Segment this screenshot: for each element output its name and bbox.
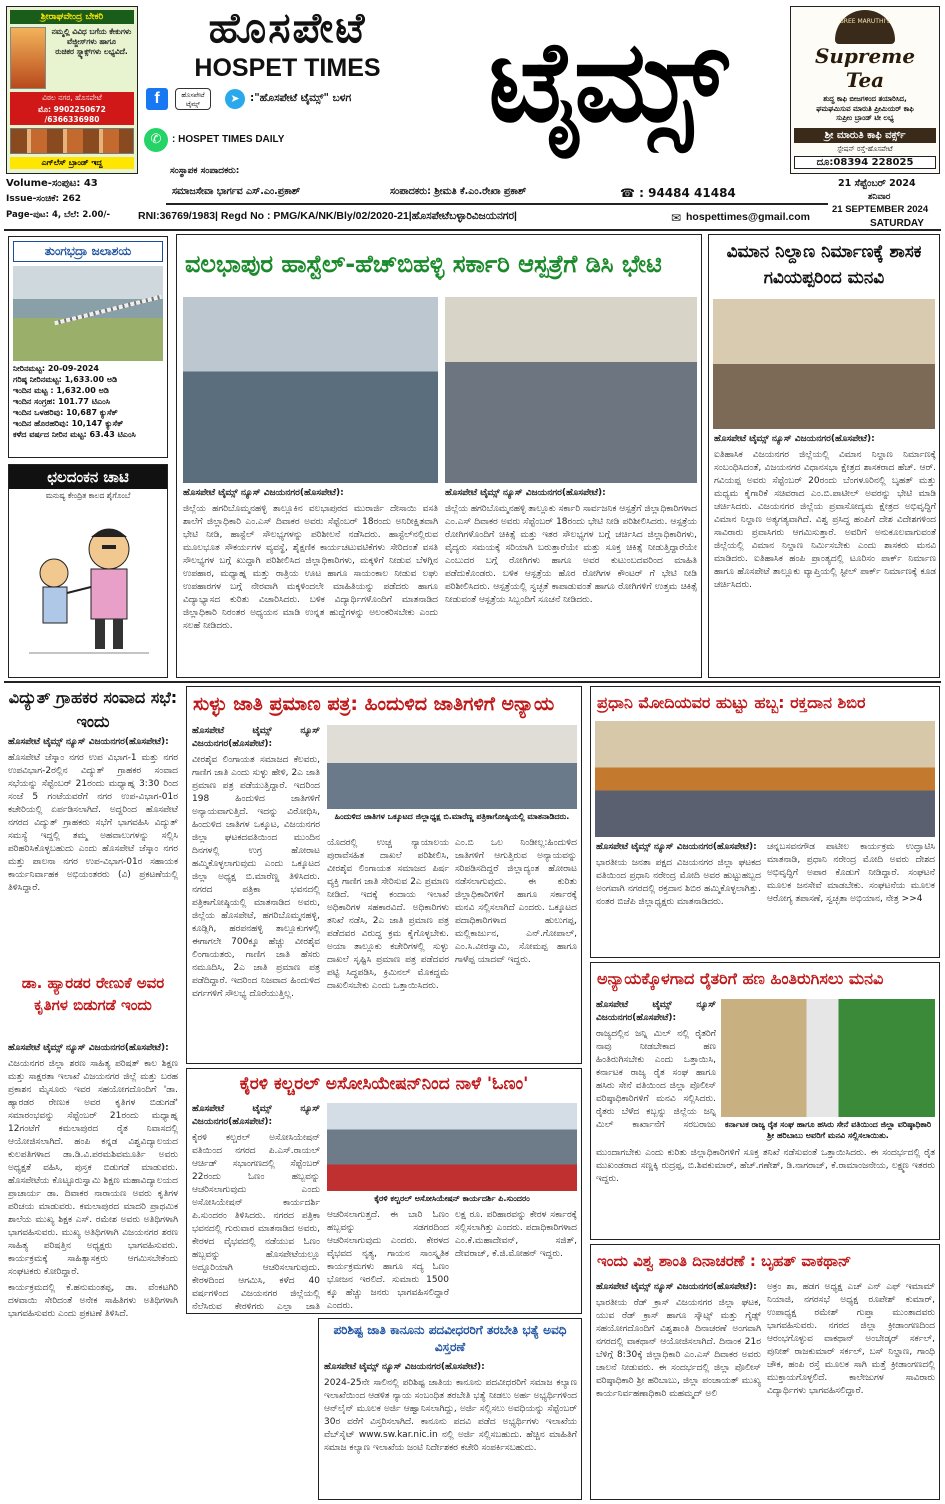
story-headline: ಅನ್ಯಾಯಕ್ಕೊಳಗಾದ ರೈತರಿಗೆ ಹಣ ಹಿಂತಿರುಗಿಸಲು ಮನವಿ [597, 969, 884, 988]
story-electricity [8, 686, 178, 966]
date-kannada: 21 ಸೆಪ್ಟೆಂಬರ್ 2024 [838, 178, 916, 189]
story-book-release [8, 972, 178, 1500]
email[interactable]: hospettimes@gmail.com [686, 211, 811, 223]
phone: ☎ : 94484 41484 [620, 186, 736, 200]
infobar-rule [166, 203, 828, 205]
dam-row: ಇಂದಿನ ಹೊರಹರಿವು: 10,147 ಕ್ಯುಸೆಕ್ [13, 419, 124, 428]
story-law-graduates [318, 1318, 582, 1500]
date-english: 21 SEPTEMBER 2024 [832, 204, 929, 215]
story-byline: ಹೊಸಪೇಟೆ ಟೈಮ್ಸ್ ನ್ಯೂಸ್ ವಿಜಯನಗರ(ಹೊಸಪೇಟೆ): [596, 842, 757, 852]
story-body: ರಾಜ್ಯದಲ್ಲಿನ ಜನ್ನಿ ಮಿಲ್ ನಲ್ಲಿ ರೈತರಿಗೆ ನಾವು ನೀಡಬೇಕಾದ ಹಣ ಹಿಂತಿರುಗಿಸಬೇಕು ಎಂದು ಒತ್ತಾಯಿಸಿ, ಕರ್ನಾಟಕ ರಾಜ್ಯ ರೈತ ಸಂಘ ಹಾಗೂ ಹಸಿರು ಸೇನೆ ವತಿಯಿಂದ ಜಿಲ್ಲಾ ಪೊಲೀಸ್ ವರಿಷ್ಠಾಧಿಕಾರಿಗಳಿಗೆ ಮನವಿ ಸಲ್ಲಿಸಿದರು. ರೈತರು ಬೆಳೆದ ಕಬ್ಬನ್ನು ಜಿಲ್ಲೆಯ ಜನ್ನಿ ಮಿಲ್ ಕಾರ್ಖಾನೆಗೆ ಸರಬರಾಜು [596, 1029, 716, 1130]
tea-logo-icon [835, 10, 895, 44]
title-small-kannada: ಹೊಸಪೇಟೆ [208, 3, 367, 52]
story-walkathon [590, 1244, 940, 1500]
story-headline: ಪ್ರಧಾನಿ ಮೋದಿಯವರ ಹುಟ್ಟು ಹಬ್ಬ: ರಕ್ತದಾನ ಶಿಬಿರ [597, 693, 866, 712]
left-ad-title: ಶ್ರೀರಾಘವೇಂದ್ರ ಬೇಕರಿ [10, 10, 134, 24]
story-photo-press [327, 725, 577, 809]
left-ad-footer: ಎಗ್‌ಲೆಸ್ ಬ್ರಾಂಡ್ ಇದ್ದ [10, 157, 134, 169]
story-headline: ವಿದ್ಯುತ್ ಗ್ರಾಹಕರ ಸಂವಾದ ಸಭೆ: ಇಂದು [8, 688, 178, 731]
cartoon-title: ಛಲದಂಕನ ಚಾಟಿ [9, 465, 167, 489]
story-headline: ವಿಮಾನ ನಿಲ್ದಾಣ ನಿರ್ಮಾಣಕ್ಕೆ ಶಾಸಕ ಗವಿಯಪ್ಪರಿಂದ ಮನವಿ [726, 242, 922, 288]
cartoon-caption: ಮನುಷ್ಯ ಕೇಂದ್ರಿತ ಕಾಲದ ಶೈಗೊಂಬೆ [45, 491, 131, 500]
story-byline: ಹೊಸಪೇಟೆ ಟೈಮ್ಸ್ ನ್ಯೂಸ್ ವಿಜಯನಗರ(ಹೊಸಪೇಟೆ): [183, 488, 344, 498]
story-photo-blood-camp [595, 721, 935, 837]
right-ad[interactable] [790, 6, 940, 174]
story-blood-donation [590, 686, 940, 958]
rni: RNI:36769/1983| Regd No : PMG/KA/NK/Bly/02/2020-21|ಹೊಸಪೇಟೆಬಳ್ಳಾರಿವಿಜಯನಗರ| [138, 210, 517, 222]
telegram-icon[interactable]: ➤ [225, 89, 245, 109]
deity-image [10, 27, 46, 89]
story-byline: ಹೊಸಪೇಟೆ ಟೈಮ್ಸ್ ನ್ಯೂಸ್ ವಿಜಯನಗರ(ಹೊಸಪೇಟೆ): [192, 1104, 320, 1127]
dam-row: ನೀರಿನಮಟ್ಟ: 20-09-2024 [13, 364, 99, 373]
left-ad-line3: ರುಚಿಕರ ಸ್ನ್ಯಾಕ್ಸ್‌ಗಳು ಲಭ್ಯವಿದೆ. [55, 47, 128, 56]
cakes-image [10, 128, 134, 154]
social-badge: ಹೊಸಪೇಟೆ ಟೈಮ್ಸ್ [175, 88, 211, 110]
story-byline: ಹೊಸಪೇಟೆ ಟೈಮ್ಸ್ ನ್ಯೂಸ್ ವಿಜಯನಗರ(ಹೊಸಪೇಟೆ): [192, 726, 320, 749]
story-photo-hostel [183, 297, 438, 483]
dam-row: ಕಳೆದ ವರ್ಷದ ನೀರಿನ ಮಟ್ಟ: 63.43 ಟಿಎಂಸಿ [13, 430, 136, 439]
editor-label: ಸಂಸ್ಥಾಪಕ ಸಂಪಾದಕರು: [170, 166, 240, 176]
story-body: ವಿಜಯನಗರ ಜಿಲ್ಲಾ ಶರಣ ಸಾಹಿತ್ಯ ಪರಿಷತ್ ಕಾಲ ಶಿಕ್ಷಣ ಮತ್ತು ಸಾಕ್ಷರತಾ ಇಲಾಖೆ ವಿಜಯನಗರ ಜಿಲ್ಲೆ ಮತ್ತು ಬರಹ ಪ್ರಕಾಶನ ಮೈಸೂರು ಇವರ ಸಹಯೋಗದೊಂದಿಗೆ 'ಡಾ. ಹ್ಯಾರಡರ ರೇಣುಕ ಅವರ ಕೃತಿಗಳ ಬಿಡುಗಡೆ' ಸಮಾರಂಭವನ್ನು ಸೆಪ್ಟೆಂಬರ್ 21ರಂದು ಮಧ್ಯಾಹ್ನ 12ಗಂಟೆಗೆ ಕಮಲಾಪುರದ ರೈತ ನಿವಾಸದಲ್ಲಿ ಆಯೋಜಿಸಲಾಗಿದೆ. ಹಂಪಿ ಕನ್ನಡ ವಿಶ್ವವಿದ್ಯಾಲಯದ ಕುಲಪತಿಗಳಾದ ಡಾ.ಡಿ.ವಿ.ಪರಮಶಿವಮೂರ್ತಿ ಅವರು ಅಧ್ಯಕ್ಷತೆ ವಹಿಸಿ, ಪುಸ್ತಕ ಬಿಡುಗಡೆ ಮಾಡುವರು. ಹೊಸಪೇಟೆಯ ಕೊಟ್ಟೂರುಸ್ವಾಮಿ ಶಿಕ್ಷಣ ಮಹಾವಿದ್ಯಾಲಯದ ಪ್ರಾಚಾರ್ಯ ಡಾ. ದಿವಾಕರ ನಾರಾಯಣ ಅವರು ಕೃತಿಗಳ ಪರಿಚಯ ಮಾಡುವರು. ಕಮಲಾಪುರದ ಮಾದರಿ ಪ್ರಾಥಮಿಕ ಶಾಲೆಯ ಮುಖ್ಯ ಶಿಕ್ಷಕ ಎಸ್. ರಮೇಶ ಅವರು ಅತಿಥಿಗಳಾಗಿ ಭಾಗವಹಿಸುವರು. ಮುಖ್ಯ ಅತಿಥಿಗಳಾಗಿ ವಿಜಯನಗರ ಶರಣ ಸಾಹಿತ್ಯ ಪರಿಷತ್ತಿನ ಅಧ್ಯಕ್ಷರು ಭಾಗವಹಿಸುವರು. ಕಾರ್ಯಕ್ರಮಕ್ಕೆ ಸಾಹಿತ್ಯಾಸಕ್ತರು ಆಗಮಿಸಬೇಕೆಂದು ಸಂಘಟಕರು ಕೋರಿದ್ದಾರೆ. [8, 1059, 178, 1277]
story-byline: ಹೊಸಪೇಟೆ ಟೈಮ್ಸ್ ನ್ಯೂಸ್ ವಿಜಯನಗರ(ಹೊಸಪೇಟೆ): [324, 1362, 485, 1372]
photo-caption: ಕೈರಳಿ ಕಲ್ಚರಲ್ ಅಸೋಸಿಯೇಷನ್ ಕಾರ್ಯದರ್ಶಿ ಪಿ.ಸುಂದರಂ [327, 1193, 577, 1207]
email-icon: ✉ [671, 211, 682, 225]
right-ad-brand-small: SREE MARUTHI's [839, 18, 891, 25]
story-body: ಭಾರತೀಯ ಜನತಾ ಪಕ್ಷದ ವಿಜಯನಗರ ಜಿಲ್ಲಾ ಘಟಕದ ವತಿಯಿಂದ ಪ್ರಧಾನಿ ನರೇಂದ್ರ ಮೋದಿ ಅವರ ಹುಟ್ಟುಹಬ್ಬದ ಅಂಗವಾಗಿ ನಗರದಲ್ಲಿ ರಕ್ತದಾನ ಶಿಬಿರ ಹಮ್ಮಿಕೊಳ್ಳಲಾಗಿತ್ತು. ನಂತರ ಬಿಜೆಪಿ ಜಿಲ್ಲಾಧ್ಯಕ್ಷರು ಮಾತನಾಡಿದರು. [596, 858, 761, 907]
story-byline: ಹೊಸಪೇಟೆ ಟೈಮ್ಸ್ ನ್ಯೂಸ್ ವಿಜಯನಗರ(ಹೊಸಪೇಟೆ): [8, 1043, 169, 1053]
story-body: ಜಿಲ್ಲೆಯ ಹಗರಿಬೊಮ್ಮನಹಳ್ಳಿ ತಾಲ್ಲೂಕಿನ ವಲಭಾಪುರದ ಮುರಾರ್ಜಿ ದೇಸಾಯಿ ವಸತಿ ಶಾಲೆಗೆ ಜಿಲ್ಲಾಧಿಕಾರಿ ಎಂ.ಎಸ್ ದಿವಾಕರ ಅವರು ಸೆಪ್ಟೆಂಬರ್ 18ರಂದು ಅನಿರೀಕ್ಷಿತವಾಗಿ ಭೇಟಿ ನೀಡಿ, ಹಾಸ್ಟೆಲ್ ಸೌಲಭ್ಯಗಳನ್ನು ಪರಿಶೀಲನೆ ನಡೆಸಿದರು. ಹಾಸ್ಟೆಲ್‌ನಲ್ಲಿರುವ ಮೂಲಭೂತ ಸೌಕರ್ಯಗಳ ವ್ಯವಸ್ಥೆ, ಶೈಕ್ಷಣಿಕ ಕಾರ್ಯಚಟುವಟಿಕೆಗಳು ಸೇರಿದಂತೆ ವಸತಿ ಸೌಲಭ್ಯಗಳ ಬಗ್ಗೆ ಖುದ್ದಾಗಿ ಪರಿಶೀಲಿಸಿದ ಜಿಲ್ಲಾಧಿಕಾರಿಗಳು, ಮಕ್ಕಳಿಗೆ ನೀಡುವ ಬೆಳಗ್ಗಿನ ಉಪಹಾರ, ಮಧ್ಯಾಹ್ನ ಮತ್ತು ರಾತ್ರಿಯ ಊಟ ಹಾಗೂ ಸಾಯಂಕಾಲ ನೀಡುವ ಲಘು ಉಪಹಾರಗಳ ಬಗ್ಗೆ ನೇರವಾಗಿ ಮಕ್ಕಳಿಂದಲೇ ಮಾಹಿತಿಯನ್ನು ಪಡೆದರು ಹಾಗೂ ವಿದ್ಯಾಭ್ಯಾಸದ ಕುರಿತು ವಿಚಾರಿಸಿದರು. ಬಳಿಕ ವಿದ್ಯಾರ್ಥಿಗಳೊಂದಿಗೆ ಮಾತನಾಡಿದ ಜಿಲ್ಲಾಧಿಕಾರಿ ನಿರಂತರ ಅಧ್ಯಯನ ಮಾಡಿ ಉನ್ನತ ಹುದ್ದೆಗಳನ್ನು ಅಲಂಕರಿಸಬೇಕು ಎಂದು ಸಲಹೆ ನೀಡಿದರು. [183, 504, 438, 631]
right-ad-line2: ಘಮಘಮಿಸುವ ಮಾರುತಿ ಪ್ರೀಮಿಯರ್ ಕಾಫಿ [816, 104, 914, 113]
story-photo-farmers [721, 999, 935, 1117]
story-byline: ಹೊಸಪೇಟೆ ಟೈಮ್ಸ್ ನ್ಯೂಸ್ ವಿಜಯನಗರ(ಹೊಸಪೇಟೆ): [596, 1000, 716, 1023]
dam-title: ತುಂಗಭದ್ರಾ ಜಲಾಶಯ [13, 241, 163, 262]
left-ad-addr: ವಿಠಲ ನಗರ, ಹೊಸಪೇಟೆ [10, 92, 134, 104]
whatsapp-text: : HOSPET TIMES DAILY [172, 134, 285, 145]
pages: Page-ಪುಟ: 4, ಬೆಲೆ: 2.00/- [6, 210, 111, 220]
social-text: :"ಹೊಸಪೇಟೆ ಟೈಮ್ಸ್" ಬಳಗ [250, 92, 352, 104]
dam-row: ಇಂದಿನ ಒಳಹರಿವು: 10,687 ಕ್ಯುಸೆಕ್ [13, 408, 118, 417]
dam-row: ಗರಿಷ್ಠ ನೀರಿನಮಟ್ಟ: 1,633.00 ಅಡಿ [13, 375, 118, 384]
cartoon-box [8, 464, 168, 678]
volume: Volume-ಸಂಪುಟ: 43 [6, 178, 98, 189]
story-body: ಯೊದರಲ್ಲಿ ಉಚ್ಚ ನ್ಯಾಯಾಲಯ ಪುರಾವೆಸಹಿತ ದಾಖಲೆ ಪರಿಶೀಲಿಸಿ, ವೀರಶೈವ ಲಿಂಗಾಯತ ಸಮಾಜದ ಪಿರ್ಷ ವ್ಯಕ್ತಿ ಗಾಣಿಗ ಜಾತಿ ಸೇರಿಸುವ 2ಎ ಪ್ರಮಾಣ ನೀಡಿದೆ. ಇದಕ್ಕೆ ಕಂದಾಯ ಇಲಾಖೆ ಅಧಿಕಾರಿಗಳ ಸಹಕಾರವಿದೆ. ಅಧಿಕಾರಿಗಳು ತನಿಖೆ ನಡೆಸಿ, 2ಎ ಜಾತಿ ಪ್ರಮಾಣ ಪತ್ರ ಪಡೆದವರ ವಿರುದ್ಧ ಕ್ರಮ ಕೈಗೊಳ್ಳಬೇಕು. ಅಯಾ ತಾಲ್ಲೂಕು ಕಚೇರಿಗಳಲ್ಲಿ ಸುಳ್ಳು ದಾಖಲೆ ಸೃಷ್ಟಿಸಿ ಪ್ರಮಾಣ ಪತ್ರ ಪಡೆದವರ ಪಟ್ಟಿ ಸಿದ್ಧಪಡಿಸಿ, ಕ್ರಿಮಿನಲ್ ಮೊಕದ್ದಮೆ ದಾಖಲಿಸಬೇಕು ಎಂದು ಒತ್ತಾಯಿಸಿದರು. [327, 838, 449, 991]
story-body: ಆಚರಿಸಲಾಗುತ್ತದೆ. ಈ ಬಾರಿ ಓಣಂ ಹಬ್ಬವನ್ನು ಸಡಗರದಿಂದ ಆಚರಿಸಲಾಗುವುದು ಎಂದರು. ಕೇರಳದ ವೈಭವದ ನೃತ್ಯ, ಗಾಯನ ಸಾಂಸ್ಕೃತಿಕ ಕಾರ್ಯಕ್ರಮಗಳು ಹಾಗೂ ಸದ್ಯ ಓಣಂ ಭೋಜನ ಇರಲಿದೆ. ಸುಮಾರು 1500 ಕ್ಕೂ ಹೆಚ್ಚು ಜನರು ಭಾಗವಹಿಸಲಿದ್ದಾರೆ ಎಂದರು. [327, 1210, 449, 1311]
story-headline: ವಲಭಾಪುರ ಹಾಸ್ಟೆಲ್-ಹೆಚ್‌ಬಿಹಳ್ಳಿ ಸರ್ಕಾರಿ ಆಸ್ಪತ್ರೆಗೆ ಡಿಸಿ ಭೇಟಿ [185, 250, 662, 278]
story-dc-visit [176, 234, 702, 678]
story-photo-hospital [445, 297, 697, 483]
day-english: SATURDAY [870, 218, 924, 229]
story-onam [186, 1068, 582, 1314]
story-headline: ಕೈರಳಿ ಕಲ್ಚರಲ್ ಅಸೋಸಿಯೇಷನ್‌ನಿಂದ ನಾಳೆ 'ಓಣಂ' [239, 1074, 529, 1094]
story-body: ಅಕ್ರಂ ಶಾ, ಹಡಗ ಅಧ್ಯಕ್ಷ ಎಚ್ ಎನ್ ಎಫ್ ಇಮಾಮ್ ನಿಯಾಜಿ, ನಗರಸಭೆ ಅಧ್ಯಕ್ಷ ರೂಪೇಶ್ ಕುಮಾರ್, ಉಪಾಧ್ಯಕ್ಷ ರಮೇಶ್ ಗುಪ್ತಾ ಮುಂತಾದವರು ಭಾಗವಹಿಸುವರು. ನಗರದ ಜಿಲ್ಲಾ ಕ್ರೀಡಾಂಗಣದಿಂದ ಆರಂಭಗೊಳ್ಳುವ ವಾಕಥಾನ್ ಅಂಬೇಡ್ಕರ್ ಸರ್ಕಲ್, ಪುನೀತ್ ರಾಜಕುಮಾರ್ ಸರ್ಕಲ್, ಬಸ್ ನಿಲ್ದಾಣ, ಗಾಂಧಿ ಚೌಕ, ಹಂಪಿ ರಸ್ತೆ ಮೂಲಕ ಸಾಗಿ ಮತ್ತೆ ಕ್ರೀಡಾಂಗಣದಲ್ಲಿ ಮುಕ್ತಾಯಗೊಳ್ಳಲಿದೆ. ಕಾಲೇಜುಗಳ ಸಾವಿರಾರು ವಿದ್ಯಾರ್ಥಿಗಳು ಭಾಗವಹಿಸಲಿದ್ದಾರೆ. [767, 1282, 935, 1396]
story-photo-onam [327, 1103, 577, 1191]
founder: ಸಮಾಜಸೇವಾ ಭಾರ್ಗವ ಎಸ್.ಎಂ.ಪ್ರಕಾಶ್ [172, 186, 301, 197]
right-ad-line1: ಶುದ್ಧ ಕಾಫಿ ಬೀಜಗಳಿಂದ ತಯಾರಿಸಿದ, [823, 95, 907, 103]
story-body: ಜಿಲ್ಲೆಯ ಹಗರಿಬೊಮ್ಮನಹಳ್ಳಿ ತಾಲ್ಲೂಕು ಸರ್ಕಾರಿ ಸಾರ್ವಜನಿಕ ಆಸ್ಪತ್ರೆಗೆ ಜಿಲ್ಲಾಧಿಕಾರಿಗಳಾದ ಎಂ.ಎಸ್ ದಿವಾಕರ ಅವರು ಸೆಪ್ಟೆಂಬರ್ 18ರಂದು ಭೇಟಿ ನೀಡಿ ಪರಿಶೀಲಿಸಿದರು. ಆಸ್ಪತ್ರೆಯ ರೋಗಿಗಳೊಂದಿಗೆ ಚಿಕಿತ್ಸೆ ಮತ್ತು ಇತರ ಸೌಲಭ್ಯಗಳ ಬಗ್ಗೆ ಚರ್ಚಿಸಿದ ಜಿಲ್ಲಾಧಿಕಾರಿಗಳು, ವೈದ್ಯರು ಸಮಯಕ್ಕೆ ಸರಿಯಾಗಿ ಬರುತ್ತಾರೆಯೇ ಮತ್ತು ಸೂಕ್ತ ಚಿಕಿತ್ಸೆ ನೀಡುತ್ತಿದ್ದಾರೆಯೇ ಎಂಬುದರ ಬಗ್ಗೆ ರೋಗಿಗಳು ಹಾಗೂ ಅವರ ಕುಟುಂಬದವರಿಂದ ಮಾಹಿತಿ ಪಡೆದುಕೊಂಡರು. ಬಳಿಕ ಆಸ್ಪತ್ರೆಯ ಹೊರ ರೋಗಿಗಳ ಕೌಂಟರ್ ಗೆ ಭೇಟಿ ನೀಡಿ ಪರಿಶೀಲಿಸಿದರು. ಆಸ್ಪತ್ರೆಯಲ್ಲಿ ಸ್ವಚ್ಛತೆ ಕಾಪಾಡುವಂತೆ ಹಾಗೂ ರೋಗಿಗಳಿಗೆ ಉತ್ತಮ ಚಿಕಿತ್ಸೆ ನೀಡುವಂತೆ ಆಸ್ಪತ್ರೆಯ ಸಿಬ್ಬಂದಿಗೆ ಸೂಚನೆ ನೀಡಿದರು. [445, 504, 697, 605]
facebook-icon[interactable]: f [146, 88, 168, 110]
whatsapp-icon[interactable]: ✆ [144, 128, 168, 152]
story-body: 2024-25ನೇ ಸಾಲಿನಲ್ಲಿ ಪರಿಶಿಷ್ಟ ಜಾತಿಯ ಕಾನೂನು ಪದವೀಧರರಿಗೆ ಸಮಾಜ ಕಲ್ಯಾಣ ಇಲಾಖೆಯಿಂದ ಆಡಳಿತ ನ್ಯಾಯ ಸಂಬಂಧಿತ ತರಬೇತಿ ಭತ್ಯೆ ನೀಡಲು ಅರ್ಹ ಅಭ್ಯರ್ಥಿಗಳಿಂದ ಆನ್‌ಲೈನ್ ಮೂಲಕ ಅರ್ಜಿ ಆಹ್ವಾನಿಸಲಾಗಿದ್ದು, ಅರ್ಜಿ ಸಲ್ಲಿಸಲು ಅವಧಿಯನ್ನು ಸೆಪ್ಟೆಂಬರ್ 30ರ ವರೆಗೆ ವಿಸ್ತರಿಸಲಾಗಿದೆ. ಕಾನೂನು ಪದವಿ ಪಡೆದ ಅಭ್ಯರ್ಥಿಗಳು ಇಲಾಖೆಯ ವೆಬ್‌ಸೈಟ್ www.sw.kar.nic.in ನಲ್ಲಿ ಅರ್ಜಿ ಸಲ್ಲಿಸಬಹುದು. ಹೆಚ್ಚಿನ ಮಾಹಿತಿಗೆ ಸಮಾಜ ಕಲ್ಯಾಣ ಇಲಾಖೆಯ ಜಂಟಿ ನಿರ್ದೇಶಕರ ಕಚೇರಿ ಸಂಪರ್ಕಿಸಬಹುದು. [324, 1378, 577, 1453]
story-body: ಚನ್ನಬಸವನಗೌಡ ಪಾಟೀಲ ಕಾರ್ಯಕ್ರಮ ಉದ್ಘಾಟಿಸಿ ಮಾತನಾಡಿ, ಪ್ರಧಾನಿ ನರೇಂದ್ರ ಮೋದಿ ಅವರು ದೇಶದ ಅಭಿವೃದ್ಧಿಗೆ ಅಪಾರ ಕೊಡುಗೆ ನೀಡಿದ್ದಾರೆ. ಸಂಘಟನೆ ಮೂಲಕ ಜನಸೇವೆ ಮಾಡಬೇಕು. ಸಂಘಟನೆಯ ಮೂಲಕ ಆರೋಗ್ಯ ತಪಾಸಣೆ, ಸ್ವಚ್ಛತಾ ಅಭಿಯಾನ, ನೇತ್ರ >>4 [767, 842, 935, 904]
story-byline: ಹೊಸಪೇಟೆ ಟೈಮ್ಸ್ ನ್ಯೂಸ್ ವಿಜಯನಗರ(ಹೊಸಪೇಟೆ): [714, 434, 875, 444]
title-english: HOSPET TIMES [194, 54, 381, 82]
left-ad-line1: ನಮ್ಮಲ್ಲಿ ವಿವಿಧ ಬಗೆಯ ಕೇಕುಗಳು [51, 27, 132, 36]
story-headline: ಸುಳ್ಳು ಜಾತಿ ಪ್ರಮಾಣ ಪತ್ರ: ಹಿಂದುಳಿದ ಜಾತಿಗಳಿಗೆ ಅನ್ಯಾಯ [193, 693, 555, 715]
cartoon-drawing [9, 503, 165, 663]
story-body: ಕಾರ್ಯಕ್ರಮದಲ್ಲಿ ಕೆ.ಹನುಮಂತಪ್ಪ, ಡಾ. ವೆಂಕಟಗಿರಿ ದಳವಾಯಿ ಸೇರಿದಂತೆ ಅನೇಕ ಸಾಹಿತಿಗಳು ಅತಿಥಿಗಳಾಗಿ ಭಾಗವಹಿಸುವರು ಎಂದು ಪ್ರಕಟಣೆ ತಿಳಿಸಿದೆ. [8, 1283, 178, 1319]
story-body: ಎಂ.ಬಿ ಒಲ ನಿಂಡೀಲ್ಲ:ಹಿಂದುಳಿದ ಜಾತಿಗಳಿಗೆ ಆಗುತ್ತಿರುವ ಅನ್ಯಾಯವನ್ನು ಸರಿಪಡಿಸದಿದ್ದರೆ ಜಿಲ್ಲಾದ್ಯಂತ ಹೋರಾಟ ನಡೆಸಲಾಗುವುದು. ಈ ಕುರಿತು ಜಿಲ್ಲಾಧಿಕಾರಿಗಳಿಗೆ ಹಾಗೂ ಸರ್ಕಾರಕ್ಕೆ ಮನವಿ ಸಲ್ಲಿಸಲಾಗಿದೆ ಎಂದರು. ಒಕ್ಕೂಟದ ಪದಾಧಿಕಾರಿಗಳಾದ ಹುಲುಗಪ್ಪ, ಮಲ್ಲಿಕಾರ್ಜುನ, ಎನ್.ಗೋಪಾಲ್, ಎಂ.ಸಿ.ವೀರಸ್ವಾಮಿ, ಸೋಮಪ್ಪ ಹಾಗೂ ಗಾಳೆಪ್ಪ ಯಾದವ್ ಇದ್ದರು. [455, 838, 577, 965]
story-farmers [590, 962, 940, 1240]
editor: ಸಂಪಾದಕರು: ಶ್ರೀಮತಿ ಕೆ.ಎಂ.ರೇಖಾ ಪ್ರಕಾಶ್ [390, 186, 527, 197]
title-big-kannada: ಟೈಮ್ಸ್ [488, 17, 724, 147]
masthead-rule [4, 229, 941, 231]
left-ad-phone: ಮೊ: 9902250672 /6366336980 [10, 104, 134, 125]
story-body: ಐತಿಹಾಸಿಕ ವಿಜಯನಗರ ಜಿಲ್ಲೆಯಲ್ಲಿ ವಿಮಾನ ನಿಲ್ದಾಣ ನಿರ್ಮಾಣಕ್ಕೆ ಸಂಬಂಧಿಸಿದಂತೆ, ವಿಜಯನಗರ ವಿಧಾನಸಭಾ ಕ್ಷೇತ್ರದ ಶಾಸಕರಾದ ಹೆಚ್. ಆರ್. ಗವಿಯಪ್ಪ ಅವರು ಸೆಪ್ಟೆಂಬರ್ 20ರಂದು ಬೆಂಗಳೂರಿನಲ್ಲಿ ಬೃಹತ್ ಮತ್ತು ಮಧ್ಯಮ ಕೈಗಾರಿಕೆ ಸಚಿವರಾದ ಎಂ.ಬಿ.ಪಾಟೀಲ್ ಅವರನ್ನು ಭೇಟಿ ಮಾಡಿ ಚರ್ಚಿಸಿದರು. ವಿಜಯನಗರ ಜಿಲ್ಲೆಯ ಪ್ರವಾಸೋದ್ಯಮ ಕ್ಷೇತ್ರದ ಅಭಿವೃದ್ಧಿಗೆ ವಿಮಾನ ನಿಲ್ದಾಣ ಅತ್ಯಗತ್ಯವಾಗಿದೆ. ವಿಶ್ವ ಪ್ರಸಿದ್ಧ ಹಂಪಿಗೆ ದೇಶ ವಿದೇಶಗಳಿಂದ ಸಾವಿರಾರು ಪ್ರವಾಸಿಗರು ಆಗಮಿಸುತ್ತಾರೆ. ಅವರಿಗೆ ಅನುಕೂಲವಾಗುವಂತೆ ಜಿಲ್ಲೆಯಲ್ಲಿ ವಿಮಾನ ನಿಲ್ದಾಣ ನಿರ್ಮಿಸಬೇಕು ಎಂದು ಶಾಸಕರು ಮನವಿ ಮಾಡಿದರು. ಐತಿಹಾಸಿಕ ಹಂಪಿ ಪ್ರಾಂತ್ಯದಲ್ಲಿ ಟೂರಿಸಂ ಪಾರ್ಕ್ ನಿರ್ಮಾಣ ಹಾಗೂ ಹೊಸಪೇಟೆ ತಾಲ್ಲೂಕು ವ್ಯಾಪ್ತಿಯಲ್ಲಿ ಸ್ಟೀಲ್ ಪಾರ್ಕ್ ನಿರ್ಮಾಣಕ್ಕೆ ಕೂಡ ಚರ್ಚಿಸಿದರು. [714, 450, 936, 590]
day-kannada: ಶನಿವಾರ [868, 192, 891, 202]
right-ad-phone: ದೂ:08394 228025 [794, 156, 936, 169]
story-byline: ಹೊಸಪೇಟೆ ಟೈಮ್ಸ್ ನ್ಯೂಸ್ ವಿಜಯನಗರ(ಹೊಸಪೇಟೆ): [596, 1282, 757, 1292]
section-rule [4, 681, 941, 683]
issue: Issue-ಸಂಚಿಕೆ: 262 [6, 194, 82, 204]
story-body: ಲಕ್ಷ ರೂ. ಪರಿಹಾರವನ್ನು ಕೇರಳ ಸರ್ಕಾರಕ್ಕೆ ಸಲ್ಲಿಸಲಾಗಿತ್ತು ಎಂದರು. ಪದಾಧಿಕಾರಿಗಳಾದ ಎಂ.ಕೆ.ಮಹಾದೇವನ್, ಸಜಿತ್, ದೇವರಾಜ್, ಕೆ.ಜಿ.ಮೋಹನ್ ಇದ್ದರು. [455, 1210, 577, 1259]
left-ad[interactable] [6, 6, 138, 174]
story-body: ವೀರಶೈವ ಲಿಂಗಾಯತ ಸಮಾಜದ ಕೆಲವರು, ಗಾಣಿಗ ಜಾತಿ ಎಂದು ಸುಳ್ಳು ಹೇಳಿ, 2ಎ ಜಾತಿ ಪ್ರಮಾಣ ಪತ್ರ ಪಡೆಯುತ್ತಿದ್ದಾರೆ. ಇದರಿಂದ 198 ಹಿಂದುಳಿದ ಜಾತಿಗಳಿಗೆ ಅನ್ಯಾಯವಾಗುತ್ತಿದೆ. ಇದನ್ನು ವಿರೋಧಿಸಿ, ಹಿಂದುಳಿದ ಜಾತಿಗಳ ಒಕ್ಕೂಟ, ವಿಜಯನಗರ ಜಿಲ್ಲಾ ಘಟಕದವತಿಯಿಂದ ಮುಂದಿನ ದಿನಗಳಲ್ಲಿ ಉಗ್ರ ಹೋರಾಟ ಹಮ್ಮಿಕೊಳ್ಳಲಾಗುವುದು ಎಂದು ಒಕ್ಕೂಟದ ಜಿಲ್ಲಾ ಅಧ್ಯಕ್ಷ ಬಿ.ಮಾರೆಣ್ಣ ತಿಳಿಸಿದರು. ನಗರದ ಪತ್ರಿಕಾ ಭವನದಲ್ಲಿ ಪತ್ರಿಕಾಗೋಷ್ಠಿಯಲ್ಲಿ ಮಾತನಾಡಿದ ಅವರು, ಜಿಲ್ಲೆಯ ಹೊಸಪೇಟೆ, ಹಗರಿಬೊಮ್ಮನಹಳ್ಳಿ, ಕೂಡ್ಲಿಗಿ, ಹರಪನಹಳ್ಳಿ ತಾಲ್ಲೂಕುಗಳಲ್ಲಿ ಈಗಾಗಲೇ 700ಕ್ಕೂ ಹೆಚ್ಚು ವೀರಶೈವ ಲಿಂಗಾಯತರು, ಗಾಣಿಗ ಜಾತಿ ಹೆಸರು ನಮೂದಿಸಿ, 2ಎ ಜಾತಿ ಪ್ರಮಾಣ ಪತ್ರ ಪಡೆದಿದ್ದಾರೆ. ಇದರಿಂದ ನಿಜವಾದ ಹಿಂದುಳಿದ ವರ್ಗಗಳಿಗೆ ಸೌಲಭ್ಯ ದೊರೆಯುತ್ತಿಲ್ಲ. [192, 755, 320, 999]
story-byline: ಹೊಸಪೇಟೆ ಟೈಮ್ಸ್ ನ್ಯೂಸ್ ವಿಜಯನಗರ(ಹೊಸಪೇಟೆ): [445, 488, 606, 498]
right-ad-brand: Supreme Tea [814, 44, 916, 92]
story-byline: ಹೊಸಪೇಟೆ ಟೈಮ್ಸ್ ನ್ಯೂಸ್ ವಿಜಯನಗರ(ಹೊಸಪೇಟೆ): [8, 737, 169, 747]
dam-photo [13, 266, 163, 361]
story-photo-meeting [713, 299, 935, 429]
dam-row: ಇಂದಿನ ಸಂಗ್ರಹ: 101.77 ಟಿಎಂಸಿ [13, 397, 110, 406]
right-ad-line3: ಸುಪ್ರೀಂ ಬ್ರಾಂಡ್ ಟೀ ಲಭ್ಯ [836, 114, 894, 122]
dam-box [8, 236, 168, 458]
story-body: ಮುಂದಾಗಬೇಕು ಎಂದು ಕುರಿತು ಜಿಲ್ಲಾಧಿಕಾರಿಗಳಿಗೆ ಸೂಕ್ತ ತನಿಖೆ ನಡೆಸುವಂತೆ ಒತ್ತಾಯಿಸಿದರು. ಈ ಸಂದರ್ಭದಲ್ಲಿ ರೈತ ಮುಖಂಡರಾದ ಸಣ್ಣಕ್ಕಿ ರುದ್ರಪ್ಪ, ಬಿ.ಶಿವಕುಮಾರ್, ಹೆಚ್.ಗಣೇಶ್, ಡಿ.ನಾಗರಾಜ್, ಕೆ.ರಾಮಾಂಜನೇಯ, ಲಕ್ಷ್ಮಣ ಇತರರು ಇದ್ದರು. [596, 1148, 935, 1184]
story-body: ಭಾರತೀಯ ರೆಡ್ ಕ್ರಾಸ್ ವಿಜಯನಗರ ಜಿಲ್ಲಾ ಘಟಕ, ಯುವ ರೆಡ್ ಕ್ರಾಸ್ ಹಾಗೂ ಸ್ಕೌಟ್ಸ್ ಮತ್ತು ಗೈಡ್ಸ್ ಸಹಯೋಗದೊಂದಿಗೆ ವಿಶ್ವಶಾಂತಿ ದಿನಾಚರಣೆ ಅಂಗವಾಗಿ ನಗರದಲ್ಲಿ ವಾಕಥಾನ್ ಆಯೋಜಿಸಲಾಗಿದೆ. ದಿನಾಂಕ 21ರ ಬೆಳಿಗ್ಗೆ 8:30ಕ್ಕೆ ಜಿಲ್ಲಾಧಿಕಾರಿ ಎಂ.ಎಸ್ ದಿವಾಕರ ಅವರು ಚಾಲನೆ ನೀಡುವರು. ಈ ಸಂದರ್ಭದಲ್ಲಿ ಜಿಲ್ಲಾ ಪೊಲೀಸ್ ವರಿಷ್ಠಾಧಿಕಾರಿ ಶ್ರೀ ಹರಿಬಾಬು, ಜಿಲ್ಲಾ ಪಂಚಾಯತ್ ಮುಖ್ಯ ಕಾರ್ಯನಿರ್ವಹಣಾಧಿಕಾರಿ ಮಹಮ್ಮದ್ ಅಲಿ [596, 1298, 761, 1399]
right-ad-shop: ಶ್ರೀ ಮಾರುತಿ ಕಾಫಿ ವರ್ಕ್ಸ್ [794, 128, 936, 143]
story-body: ಹೊಸಪೇಟೆ ಜೆಸ್ಕಾಂ ನಗರ ಉಪ ವಿಭಾಗ-1 ಮತ್ತು ನಗರ ಉಪವಿಭಾಗ-2ರಲ್ಲಿನ ವಿದ್ಯುತ್ ಗ್ರಾಹಕರ ಸಂವಾದ ಸಭೆಯನ್ನು ಸೆಪ್ಟೆಂಬರ್ 21ರಂದು ಮಧ್ಯಾಹ್ನ 3:30 ರಿಂದ ಸಂಜೆ 5 ಗಂಟೆಯವರೆಗೆ ನಗರ ಉಪ-ವಿಭಾಗ-01ರ ಕಚೇರಿಯಲ್ಲಿ ಏರ್ಪಡಿಸಲಾಗಿದೆ. ಅದ್ದರಿಂದ ಹೊಸಪೇಟೆ ನಗರದ ವಿದ್ಯುತ್ ಗ್ರಾಹಕರು ಸಭೆಗೆ ಭಾಗವಹಿಸಿ ವಿದ್ಯುತ್ ಸಮಸ್ಯೆ ಇದ್ದಲ್ಲಿ ತಮ್ಮ ಅಹವಾಲುಗಳನ್ನು ಸಲ್ಲಿಸಿ ಪರಿಹರಿಸಿಕೊಳ್ಳಬಹುದು ಎಂದು ಹೊಸಪೇಟೆ ಜೆಸ್ಕಾಂ ನಗರ ಮತ್ತು ಪಾಲನಾ ನಗರ ಉಪ-ವಿಭಾಗ-01ರ ಸಹಾಯಕ ಕಾರ್ಯನಿರ್ವಾಹಕ ಅಭಿಯಂತರರು (ವಿ) ಪ್ರಕಟಣೆಯಲ್ಲಿ ತಿಳಿಸಿದ್ದಾರೆ. [8, 753, 178, 893]
story-caste-certificate [186, 686, 582, 1064]
dam-row: ಇಂದಿನ ಮಟ್ಟ : 1,632.00 ಅಡಿ [13, 386, 109, 395]
story-headline: ಇಂದು ವಿಶ್ವ ಶಾಂತಿ ದಿನಾಚರಣೆ : ಬೃಹತ್ ವಾಕಥಾನ್ [597, 1252, 852, 1270]
story-headline: ಪರಿಶಿಷ್ಟ ಜಾತಿ ಕಾನೂನು ಪದವೀಧರರಿಗೆ ತರಬೇತಿ ಭತ್ಯೆ ಅವಧಿ ವಿಸ್ತರಣೆ [333, 1323, 567, 1354]
photo-caption: ಹಿಂದುಳಿದ ಜಾತಿಗಳ ಒಕ್ಕೂಟದ ಜಿಲ್ಲಾಧ್ಯಕ್ಷ ಬಿ.ಮಾರೆಣ್ಣ ಪತ್ರಿಕಾಗೋಷ್ಠಿಯಲ್ಲಿ ಮಾತನಾಡಿದರು. [327, 811, 577, 835]
left-ad-line2: ವೆಜ್ಜೀಸ್‌ಗಳು ಹಾಗೂ [66, 37, 117, 46]
story-headline: ಡಾ. ಹ್ಯಾರಡರ ರೇಣುಕೆ ಅವರ ಕೃತಿಗಳ ಬಿಡುಗಡೆ ಇಂದು [21, 974, 165, 1014]
story-body: ಕೈರಳಿ ಕಲ್ಚರಲ್ ಅಸೋಸಿಯೇಷನ್ ವತಿಯಿಂದ ನಗರದ ಪಿ.ಎಸ್.ರಾಯಲ್ ಆರ್ಚಿಡ್ ಸಭಾಂಗಣದಲ್ಲಿ ಸೆಪ್ಟೆಂಬರ್ 22ರಂದು ಓಣಂ ಹಬ್ಬವನ್ನು ಆಚರಿಸಲಾಗುವುದು ಎಂದು ಅಸೋಸಿಯೇಷನ್ ಕಾರ್ಯದರ್ಶಿ ಪಿ.ಸುಂದರಂ ತಿಳಿಸಿದರು. ನಗರದ ಪತ್ರಿಕಾ ಭವನದಲ್ಲಿ ಗುರುವಾರ ಮಾತನಾಡಿದ ಅವರು, ಕೇರಳದ ವೈಭವದಲ್ಲಿ ನಡೆಯುವ ಓಣಂ ಹಬ್ಬವನ್ನು ಹೊಸಪೇಟೆಯಲ್ಲೂ ಅದ್ದೂರಿಯಾಗಿ ಆಚರಿಸಲಾಗುವುದು. ಕೇರಳದಿಂದ ಆಗಮಿಸಿ, ಕಳೆದ 40 ವರ್ಷಗಳಿಂದ ವಿಜಯನಗರ ಜಿಲ್ಲೆಯಲ್ಲಿ ನೆಲೆಸಿರುವ ಕೇರಳಿಗರು ಎಲ್ಲಾ ಜಾತಿ [192, 1133, 320, 1311]
story-airport [708, 234, 940, 678]
photo-caption: ಕರ್ನಾಟಕ ರಾಜ್ಯ ರೈತ ಸಂಘ ಹಾಗೂ ಹಸಿರು ಸೇನೆ ವತಿಯಿಂದ ಜಿಲ್ಲಾ ವರಿಷ್ಠಾಧಿಕಾರಿ ಶ್ರೀ ಹರಿಬಾಬು ಅವರಿಗೆ ಮನವಿ ಸಲ್ಲಿಸಲಾಯಿತು. [721, 1119, 935, 1143]
right-ad-addr: ಸ್ಟೇಷನ್ ರಸ್ತೆ-ಹೊಸಪೇಟೆ [837, 144, 893, 153]
